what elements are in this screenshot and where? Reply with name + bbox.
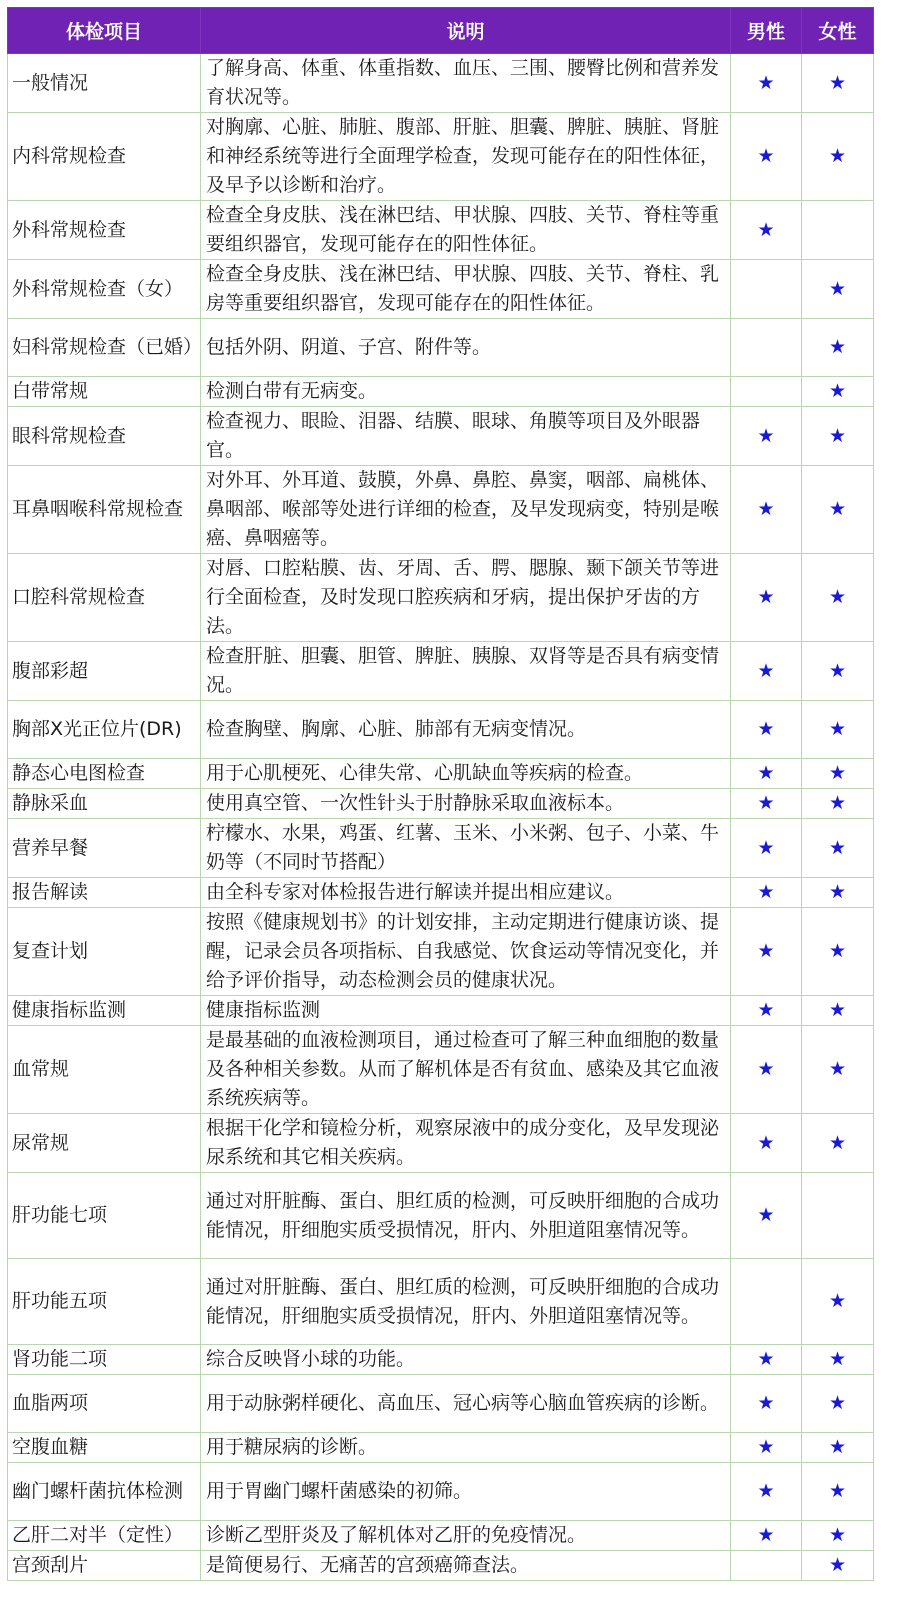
row-female-cell	[802, 819, 874, 878]
row-item-name: 血脂两项	[8, 1375, 201, 1433]
row-item-name: 空腹血糖	[8, 1433, 201, 1463]
table-row	[8, 1521, 874, 1551]
table-row	[8, 260, 874, 319]
row-female-cell	[802, 878, 874, 908]
table-row	[8, 819, 874, 878]
row-male-cell	[731, 1463, 802, 1521]
star-icon: ★	[828, 1392, 847, 1414]
row-item-name: 肝功能七项	[8, 1173, 201, 1259]
row-description: 按照《健康规划书》的计划安排，主动定期进行健康访谈、提醒，记录会员各项指标、自我感觉、饮食运动等情况变化，并给予评价指导，动态检测会员的健康状况。	[201, 908, 731, 996]
row-item-name: 肾功能二项	[8, 1345, 201, 1375]
row-description: 用于心肌梗死、心律失常、心肌缺血等疾病的检查。	[201, 759, 731, 789]
row-female-cell	[802, 1551, 874, 1581]
row-male-cell	[731, 54, 802, 113]
row-female-cell	[802, 1259, 874, 1345]
row-item-name: 腹部彩超	[8, 642, 201, 701]
star-icon: ★	[828, 277, 847, 300]
row-male-cell	[731, 260, 802, 319]
row-description: 用于胃幽门螺杆菌感染的初筛。	[201, 1463, 731, 1521]
row-female-cell	[802, 260, 874, 319]
table-header-row	[8, 8, 874, 54]
star-icon: ★	[828, 940, 847, 962]
row-female-cell	[802, 54, 874, 113]
star-icon: ★	[828, 881, 847, 903]
star-icon: ★	[828, 145, 847, 167]
row-item-name: 白带常规	[8, 377, 201, 407]
row-male-cell	[731, 789, 802, 819]
table-row	[8, 1463, 874, 1521]
table-body	[8, 54, 874, 1581]
row-item-name: 血常规	[8, 1026, 201, 1114]
row-description: 用于糖尿病的诊断。	[201, 1433, 731, 1463]
star-icon: ★	[828, 999, 847, 1021]
header-item: 体检项目	[8, 8, 201, 54]
star-icon: ★	[828, 1554, 847, 1576]
star-icon: ★	[828, 71, 847, 94]
star-icon: ★	[828, 1058, 847, 1080]
row-female-cell	[802, 407, 874, 466]
row-item-name: 一般情况	[8, 54, 201, 113]
star-icon: ★	[757, 586, 775, 608]
table-row	[8, 407, 874, 466]
row-description: 根据干化学和镜检分析，观察尿液中的成分变化，及早发现泌尿系统和其它相关疾病。	[201, 1114, 731, 1173]
star-icon: ★	[828, 586, 847, 608]
row-male-cell	[731, 759, 802, 789]
star-icon: ★	[757, 881, 775, 903]
row-male-cell	[731, 407, 802, 466]
row-female-cell	[802, 466, 874, 554]
row-description: 检查视力、眼睑、泪器、结膜、眼球、角膜等项目及外眼器官。	[201, 407, 731, 466]
star-icon: ★	[828, 659, 847, 682]
star-icon: ★	[757, 659, 775, 682]
star-icon: ★	[828, 498, 847, 520]
table-row	[8, 201, 874, 260]
row-description: 检查全身皮肤、浅在淋巴结、甲状腺、四肢、关节、脊柱等重要组织器官，发现可能存在的阳性体征。	[201, 201, 731, 260]
row-male-cell	[731, 908, 802, 996]
table-row	[8, 701, 874, 759]
row-male-cell	[731, 377, 802, 407]
star-icon: ★	[757, 1436, 775, 1458]
table-row	[8, 1026, 874, 1114]
table-row	[8, 996, 874, 1026]
row-description: 了解身高、体重、体重指数、血压、三围、腰臀比例和营养发育状况等。	[201, 54, 731, 113]
row-description: 检查全身皮肤、浅在淋巴结、甲状腺、四肢、关节、脊柱、乳房等重要组织器官，发现可能存在的阳性体征。	[201, 260, 731, 319]
row-male-cell	[731, 319, 802, 377]
row-item-name: 眼科常规检查	[8, 407, 201, 466]
table-row	[8, 1173, 874, 1259]
row-female-cell	[802, 1173, 874, 1259]
row-description: 是最基础的血液检测项目，通过检查可了解三种血细胞的数量及各种相关参数。从而了解机体是否有贫血、感染及其它血液系统疾病等。	[201, 1026, 731, 1114]
row-male-cell	[731, 1114, 802, 1173]
row-male-cell	[731, 1375, 802, 1433]
row-male-cell	[731, 878, 802, 908]
table-row	[8, 1259, 874, 1345]
star-icon: ★	[828, 762, 847, 784]
table-row	[8, 1345, 874, 1375]
star-icon: ★	[828, 718, 847, 740]
row-female-cell	[802, 1433, 874, 1463]
row-item-name: 尿常规	[8, 1114, 201, 1173]
row-item-name: 静脉采血	[8, 789, 201, 819]
row-description: 柠檬水、水果，鸡蛋、红薯、玉米、小米粥、包子、小菜、牛奶等（不同时节搭配）	[201, 819, 731, 878]
row-male-cell	[731, 1173, 802, 1259]
row-female-cell	[802, 201, 874, 260]
row-male-cell	[731, 996, 802, 1026]
table-row	[8, 377, 874, 407]
row-description: 使用真空管、一次性针头于肘静脉采取血液标本。	[201, 789, 731, 819]
row-description: 检查胸壁、胸廓、心脏、肺部有无病变情况。	[201, 701, 731, 759]
row-female-cell	[802, 789, 874, 819]
row-female-cell	[802, 701, 874, 759]
row-male-cell	[731, 1345, 802, 1375]
row-description: 用于动脉粥样硬化、高血压、冠心病等心脑血管疾病的诊断。	[201, 1375, 731, 1433]
table-row	[8, 554, 874, 642]
table-row	[8, 1433, 874, 1463]
row-item-name: 报告解读	[8, 878, 201, 908]
row-item-name: 宫颈刮片	[8, 1551, 201, 1581]
star-icon: ★	[828, 336, 847, 358]
row-description: 通过对肝脏酶、蛋白、胆红质的检测，可反映肝细胞的合成功能情况，肝细胞实质受损情况，肝内、外胆道阻塞情况等。	[201, 1259, 731, 1345]
row-item-name: 口腔科常规检查	[8, 554, 201, 642]
row-item-name: 复查计划	[8, 908, 201, 996]
table-row	[8, 878, 874, 908]
row-male-cell	[731, 113, 802, 201]
row-male-cell	[731, 701, 802, 759]
row-female-cell	[802, 1375, 874, 1433]
row-item-name: 胸部X光正位片(DR)	[8, 701, 201, 759]
row-female-cell	[802, 377, 874, 407]
row-male-cell	[731, 1551, 802, 1581]
row-description: 是简便易行、无痛苦的宫颈癌筛查法。	[201, 1551, 731, 1581]
checkup-items-table	[7, 7, 874, 1581]
row-item-name: 内科常规检查	[8, 113, 201, 201]
row-male-cell	[731, 201, 802, 260]
star-icon: ★	[828, 1348, 847, 1370]
table-row	[8, 466, 874, 554]
table-row	[8, 759, 874, 789]
row-item-name: 幽门螺杆菌抗体检测	[8, 1463, 201, 1521]
star-icon: ★	[757, 1204, 775, 1226]
star-icon: ★	[757, 1392, 775, 1414]
star-icon: ★	[757, 498, 775, 520]
row-female-cell	[802, 1521, 874, 1551]
row-item-name: 营养早餐	[8, 819, 201, 878]
row-description: 对胸廓、心脏、肺脏、腹部、肝脏、胆囊、脾脏、胰脏、肾脏和神经系统等进行全面理学检查，发现可能存在的阳性体征，及早予以诊断和治疗。	[201, 113, 731, 201]
row-item-name: 乙肝二对半（定性）	[8, 1521, 201, 1551]
star-icon: ★	[757, 792, 775, 814]
row-item-name: 外科常规检查（女）	[8, 260, 201, 319]
star-icon: ★	[757, 999, 775, 1021]
row-item-name: 静态心电图检查	[8, 759, 201, 789]
star-icon: ★	[828, 380, 847, 402]
row-female-cell	[802, 113, 874, 201]
star-icon: ★	[757, 1524, 775, 1546]
star-icon: ★	[757, 1480, 775, 1502]
row-male-cell	[731, 1433, 802, 1463]
row-item-name: 健康指标监测	[8, 996, 201, 1026]
row-item-name: 外科常规检查	[8, 201, 201, 260]
star-icon: ★	[757, 1058, 775, 1080]
star-icon: ★	[828, 836, 847, 859]
star-icon: ★	[757, 940, 775, 962]
row-male-cell	[731, 642, 802, 701]
header-female: 女性	[802, 8, 874, 54]
row-female-cell	[802, 1463, 874, 1521]
row-male-cell	[731, 1259, 802, 1345]
table-row	[8, 642, 874, 701]
row-male-cell	[731, 554, 802, 642]
row-female-cell	[802, 319, 874, 377]
checkup-table-container	[7, 7, 873, 1581]
star-icon: ★	[757, 836, 775, 859]
row-female-cell	[802, 996, 874, 1026]
header-male: 男性	[731, 8, 802, 54]
star-icon: ★	[757, 424, 775, 447]
header-description: 说明	[201, 8, 731, 54]
star-icon: ★	[828, 1480, 847, 1502]
row-item-name: 肝功能五项	[8, 1259, 201, 1345]
table-row	[8, 113, 874, 201]
table-row	[8, 54, 874, 113]
row-description: 健康指标监测	[201, 996, 731, 1026]
row-description: 综合反映肾小球的功能。	[201, 1345, 731, 1375]
row-description: 对唇、口腔粘膜、齿、牙周、舌、腭、腮腺、颞下颌关节等进行全面检查，及时发现口腔疾病和牙病，提出保护牙齿的方法。	[201, 554, 731, 642]
table-row	[8, 908, 874, 996]
row-female-cell	[802, 554, 874, 642]
row-description: 检测白带有无病变。	[201, 377, 731, 407]
row-male-cell	[731, 1521, 802, 1551]
star-icon: ★	[828, 1290, 847, 1312]
row-description: 检查肝脏、胆囊、胆管、脾脏、胰腺、双肾等是否具有病变情况。	[201, 642, 731, 701]
row-male-cell	[731, 819, 802, 878]
table-row	[8, 319, 874, 377]
row-male-cell	[731, 466, 802, 554]
row-female-cell	[802, 1345, 874, 1375]
star-icon: ★	[757, 1348, 775, 1370]
star-icon: ★	[828, 1436, 847, 1458]
row-female-cell	[802, 908, 874, 996]
row-description: 包括外阴、阴道、子宫、附件等。	[201, 319, 731, 377]
row-description: 对外耳、外耳道、鼓膜，外鼻、鼻腔、鼻窦，咽部、扁桃体、鼻咽部、喉部等处进行详细的检查，及早发现病变，特别是喉癌、鼻咽癌等。	[201, 466, 731, 554]
star-icon: ★	[757, 71, 775, 94]
table-row	[8, 1114, 874, 1173]
row-description: 由全科专家对体检报告进行解读并提出相应建议。	[201, 878, 731, 908]
table-row	[8, 1551, 874, 1581]
row-female-cell	[802, 1114, 874, 1173]
star-icon: ★	[757, 1131, 775, 1154]
star-icon: ★	[757, 762, 775, 784]
star-icon: ★	[828, 792, 847, 814]
star-icon: ★	[757, 718, 775, 740]
star-icon: ★	[828, 1131, 847, 1154]
star-icon: ★	[757, 218, 775, 241]
row-female-cell	[802, 1026, 874, 1114]
row-male-cell	[731, 1026, 802, 1114]
table-row	[8, 789, 874, 819]
row-female-cell	[802, 759, 874, 789]
star-icon: ★	[828, 424, 847, 447]
table-row	[8, 1375, 874, 1433]
star-icon: ★	[828, 1524, 847, 1546]
row-item-name: 耳鼻咽喉科常规检查	[8, 466, 201, 554]
row-item-name: 妇科常规检查（已婚）	[8, 319, 201, 377]
row-female-cell	[802, 642, 874, 701]
row-description: 诊断乙型肝炎及了解机体对乙肝的免疫情况。	[201, 1521, 731, 1551]
row-description: 通过对肝脏酶、蛋白、胆红质的检测，可反映肝细胞的合成功能情况，肝细胞实质受损情况，肝内、外胆道阻塞情况等。	[201, 1173, 731, 1259]
star-icon: ★	[757, 145, 775, 167]
